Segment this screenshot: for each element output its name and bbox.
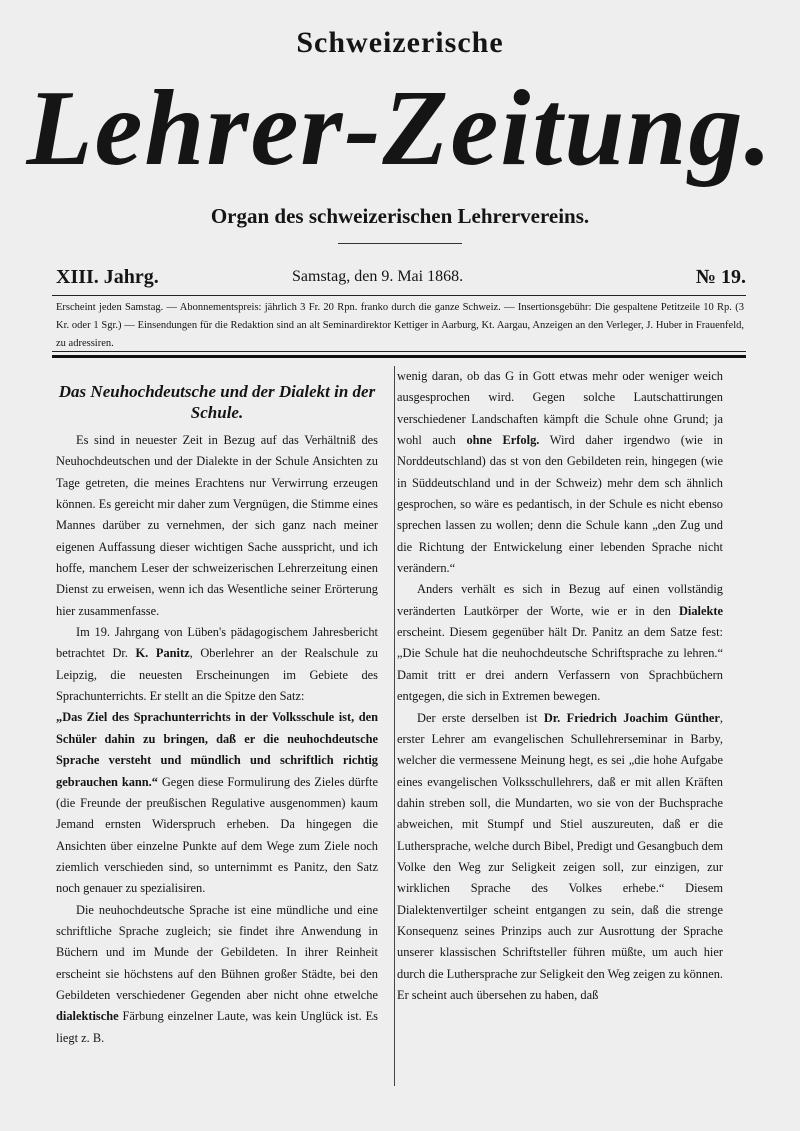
paragraph — [56, 707, 378, 899]
subscription-terms: Erscheint jeden Samstag. — Abonnementspreis: jährlich 3 Fr. 20 Rpn. franko durch die ganze Schweiz. — Insertionsgebühr: Die gespaltene Petitzeile 10 Rp. (3 Kr. oder 1 Sgr.) — Einsendungen für die Redaktion sind an alt Seminardirektor Kettiger in Aarburg, Kt. Aargau, Anzeigen an den Verleger, J. Huber in Frauenfeld, zu adressiren. — [56, 302, 744, 349]
dateline — [56, 266, 746, 294]
issue-number: № 19. — [695, 266, 746, 288]
paragraph-emphasis: „Das Ziel des Sprachunterrichts in der Volksschule ist, den Schüler dahin zu bringen, daß er die neuhochdeutsche Sprache versteht und mündlich und schriftlich richtig gebrauchen kann.“ — [56, 710, 378, 789]
paragraph-text: wenig daran, ob das G in Gott etwas mehr oder weniger weich ausgesprochen wird. Gegen solche Lautschattirungen verschiedener Landschaften kämpft die Schule ohne Grund; ja wohl auch — [397, 369, 723, 448]
paragraph — [56, 622, 378, 707]
paragraph-text: , Oberlehrer an der Realschule zu Leipzig, die neuesten Erscheinungen im Gebiete des Sprachunterrichts. Er stellt an die Spitze den Satz: — [56, 646, 378, 704]
paragraph-emphasis: Dialekte — [678, 603, 723, 618]
paragraph — [397, 366, 723, 579]
rule-thick — [52, 355, 746, 358]
paragraph-text: erscheint. Diesem gegenüber hält Dr. Panitz an dem Satze fest: „Die Schule hat die neuhochdeutsche Schriftsprache zu lehren.“ Damit tritt er drei andern Verfassern von Sprachbüchern entgegen, die sich in Extremen bewegen. — [397, 625, 723, 704]
paragraph-text: Der erste derselben ist — [417, 710, 544, 725]
issue-date: Samstag, den 9. Mai 1868. — [292, 268, 464, 285]
article-column-left — [56, 381, 378, 1049]
paragraph-text: Färbung einzelner Laute, was kein Unglück ist. Es liegt z. B. — [56, 1009, 378, 1045]
masthead-title: Lehrer-Zeitung. — [26, 69, 774, 188]
masthead-divider — [338, 243, 462, 244]
column-separator — [394, 366, 395, 1086]
rule-terms-bottom — [52, 351, 746, 352]
paragraph — [56, 430, 378, 622]
volume-year: XIII. Jahrg. — [56, 266, 159, 288]
paragraph — [56, 900, 378, 1049]
rule-top — [52, 295, 746, 296]
paragraph-text: Im 19. Jahrgang von Lüben's pädagogischem Jahresbericht betrachtet Dr. — [56, 625, 378, 661]
paragraph-text: , erster Lehrer am evangelischen Schullehrerseminar in Barby, welcher die vermessene Meinung hegt, es sei „die hohe Aufgabe eines evangelischen Volksschullehrers, daß er mit allen Kräften dahin streben soll, die Mundarten, wo sie von der Buchsprache abweichen, mit Stumpf und Stiel auszureuten, daß er die Luthersprache, welche durch Bibel, Predigt und Gesangbuch dem Volke den Weg zur Seligkeit zeigen soll, zur einzigen, zur wirklichen Sprache des Volkes erhebe.“ Diesem Dialektenvertilger scheint entgangen zu sein, daß die strenge Konsequenz seines Prinzips auch zur Ausrottung der Sprache unserer klassischen Schriftsteller führen müßte, um auch hier durch die Luthersprache zur Seligkeit den Weg zeigen zu können. Er scheint auch übersehen zu haben, daß — [397, 710, 723, 1002]
paragraph — [397, 579, 723, 707]
paragraph-emphasis: dialektische — [56, 1009, 119, 1024]
paragraph-emphasis: Dr. Friedrich Joachim Günther — [543, 710, 720, 725]
masthead-pre-title: Schweizerische — [296, 26, 504, 59]
article-column-right — [397, 366, 723, 1006]
article-heading: Das Neuhochdeutsche und der Dialekt in der Schule. — [58, 382, 376, 422]
paragraph-text: Gegen diese Formulirung des Zieles dürfte (die Freunde der preußischen Regulative ausgenommen) kaum Jemand ernsten Widerspruch erheben. Da hingegen die Ansichten über einzelne Punkte auf dem Wege zum Ziele noch ziemlich verschieden sind, so unternimmt es Panitz, den Satz noch genauer zu spezialisiren. — [56, 774, 378, 896]
paragraph-text: Die neuhochdeutsche Sprache ist eine mündliche und eine schriftliche Sprache zugleich; sie findet ihre Anwendung in Büchern und im Munde der Gebildeten. In ihrer Reinheit erscheint sie höchstens auf den Bühnen großer Städte, bei den Gebildeten verschiedener Gegenden aber nicht ohne etwelche — [56, 902, 378, 1002]
paragraph-text: Wird daher irgendwo (wie in Norddeutschland) das st von den Gebildeten rein, hingegen (wie in Süddeutschland und in der Schweiz) mehr dem sch ähnlich gesprochen, so wäre es pedantisch, in der Schule es nicht ebenso sprechen lassen zu wollen; denn die Schule kann „den Zug und die Richtung der Entwickelung einer lebenden Sprache nicht verändern.“ — [397, 433, 723, 576]
paragraph-text: Anders verhält es sich in Bezug auf einen vollständig veränderten Lautkörper der Worte, wie er in den — [397, 582, 723, 618]
paragraph-emphasis: K. Panitz — [135, 646, 190, 661]
paragraph-text: Es sind in neuester Zeit in Bezug auf das Verhältniß des Neuhochdeutschen und der Dialekte in der Schule Ansichten zu Tage getreten, die meines Erachtens nur Verwirrung erzeugen können. Es gereicht mir daher zum Vergnügen, die Stimme eines Mannes darüber zu vernehmen, der sich ganz nach meiner eigenen Auffassung dieser wichtigen Sache ausspricht, und ich hoffe, manchem Leser der schweizerischen Lehrerzeitung einen Dienst zu erweisen, wenn ich das Wesentliche seiner Erörterung hier zusammenfasse. — [56, 433, 378, 618]
masthead-subtitle: Organ des schweizerischen Lehrervereins. — [210, 204, 590, 228]
paragraph — [397, 708, 723, 1007]
paragraph-emphasis: ohne Erfolg. — [466, 433, 540, 448]
